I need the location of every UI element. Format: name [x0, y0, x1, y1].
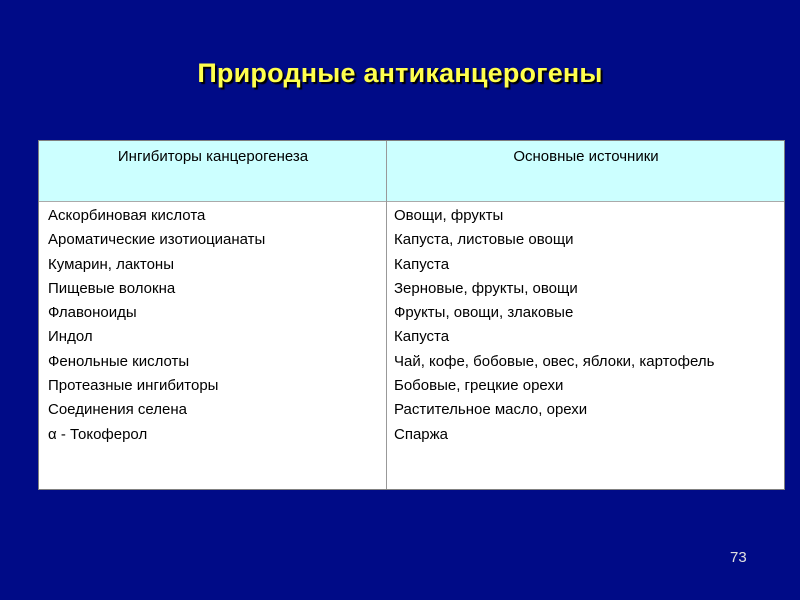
source-item: Бобовые, грецкие орехи — [394, 377, 564, 395]
inhibitor-item: Протеазные ингибиторы — [48, 377, 219, 395]
header-inhibitors: Ингибиторы канцерогенеза — [117, 148, 309, 165]
inhibitor-item: Аскорбиновая кислота — [48, 207, 206, 224]
slide-title: Природные антиканцерогены — [197, 58, 603, 88]
source-item: Фрукты, овощи, злаковые — [394, 304, 574, 322]
inhibitor-item: Индол — [48, 328, 93, 346]
inhibitor-item: α - Токоферол — [48, 425, 148, 443]
inhibitor-item: Соединения селена — [48, 401, 187, 419]
source-item: Овощи, фрукты — [394, 207, 504, 224]
sources-column — [394, 204, 784, 447]
page-number: 73 — [730, 549, 747, 566]
inhibitor-item: Фенольные кислоты — [48, 352, 190, 370]
inhibitor-item: Ароматические изотиоцианаты — [48, 231, 266, 249]
inhibitors-column — [48, 204, 383, 447]
source-item: Спаржа — [394, 425, 449, 443]
source-item: Зерновые, фрукты, овощи — [394, 279, 578, 297]
inhibitor-item: Флавоноиды — [48, 304, 137, 322]
inhibitor-item: Пищевые волокна — [48, 279, 176, 297]
source-item: Капуста — [394, 255, 450, 273]
source-item: Капуста, листовые овощи — [394, 231, 574, 249]
anticarcinogens-table — [38, 140, 785, 490]
source-item: Чай, кофе, бобовые, овес, яблоки, картофель — [394, 352, 715, 370]
header-sources: Основные источники — [513, 148, 659, 165]
table-header-row — [39, 141, 784, 202]
inhibitor-item: Кумарин, лактоны — [48, 255, 174, 273]
source-item: Капуста — [394, 328, 450, 346]
column-divider — [386, 141, 387, 489]
source-item: Растительное масло, орехи — [394, 401, 588, 419]
